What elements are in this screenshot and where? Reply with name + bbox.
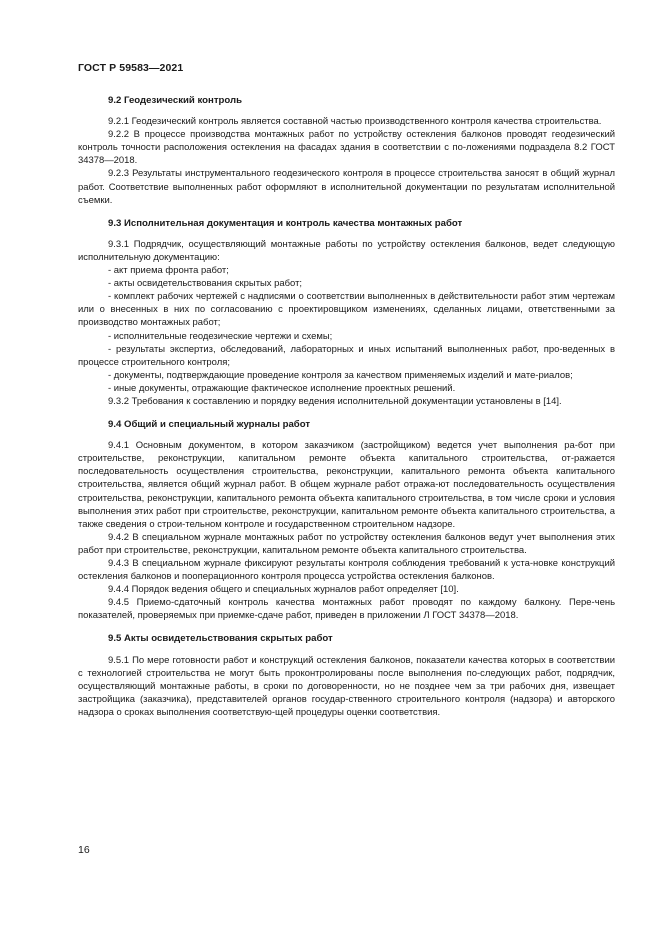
section-heading: 9.3 Исполнительная документация и контроль качества монтажных работ [108, 217, 463, 229]
paragraph: 9.2.2 В процессе производства монтажных работ по устройству остекления балконов проводят геодезический контроль точности расположения остекления на фасадах здания в соответствии с по-ложениями подраздела 8.2 ГОСТ 34378—2018. [78, 129, 615, 167]
list-item: - акт приема фронта работ; [108, 265, 229, 277]
document-header: ГОСТ Р 59583—2021 [78, 62, 184, 74]
paragraph: 9.2.3 Результаты инструментального геодезического контроля в процессе строительства заносят в общий журнал работ. Соответствие выполненных работ оформляют в исполнительной документации по результатам исполнительной съемки. [78, 168, 615, 206]
paragraph: 9.3.2 Требования к составлению и порядку ведения исполнительной документации установлены в [14]. [108, 395, 562, 407]
section-heading: 9.2 Геодезический контроль [108, 95, 242, 106]
list-item: - акты освидетельствования скрытых работ; [108, 278, 303, 290]
section-9-2 [78, 94, 615, 207]
section-9-3 [78, 217, 615, 408]
paragraph: 9.5.1 По мере готовности работ и конструкций остекления балконов, показатели качества которых в соответствии с технологией строительства не могут быть проконтролированы после выполнения по-следующих работ, подрядчик, осуществляющий монтажные работы, в сроки по договоренности, но не позднее чем за три рабочих дня, извещает застройщика (заказчика), представителей органов государ-ственного строительного контроля (надзора) и авторского надзора о сроках выполнения соответствую-щей процедуры оценки соответствия. [78, 654, 615, 718]
section-heading: 9.4 Общий и специальный журналы работ [108, 419, 311, 431]
paragraph: 9.4.5 Приемо-сдаточный контроль качества монтажных работ проводят по каждому балкону. Пере-чень показателей, проверяемых при приемке-сдаче работ, приведен в приложении Л ГОСТ 34378—2018. [78, 597, 615, 622]
document-body [78, 94, 615, 719]
paragraph: 9.4.4 Порядок ведения общего и специальных журналов работ определяет [10]. [108, 584, 459, 596]
paragraph: 9.4.3 В специальном журнале фиксируют результаты контроля соблюдения требований к уста-новке конструкций остекления балконов и пооперационного контроля процесса устройства остекления балконов. [78, 558, 615, 583]
paragraph: 9.2.1 Геодезический контроль является составной частью производственного контроля качества строительства. [108, 116, 602, 128]
list-item: - документы, подтверждающие проведение контроля за качеством применяемых изделий и мате-риалов; [108, 369, 573, 381]
page-number: 16 [78, 844, 90, 856]
section-9-4 [78, 418, 615, 622]
list-item: - исполнительные геодезические чертежи и схемы; [108, 330, 333, 342]
list-item: - комплект рабочих чертежей с надписями о соответствии выполненных в действительности работ этим чертежам или о внесенных в них по согласованию с проектировщиком изменениях, сделанных лицами, ответственными за производство монтажных работ; [78, 291, 615, 329]
section-heading: 9.5 Акты освидетельствования скрытых работ [108, 633, 333, 645]
section-9-5 [78, 632, 615, 719]
list-item: - иные документы, отражающие фактическое исполнение проектных решений. [108, 382, 456, 394]
paragraph: 9.3.1 Подрядчик, осуществляющий монтажные работы по устройству остекления балконов, ведет следующую исполнительную документацию: [78, 238, 615, 263]
list-item: - результаты экспертиз, обследований, лабораторных и иных испытаний выполненных работ, про-веденных в процессе строительного контроля; [78, 343, 615, 368]
paragraph: 9.4.2 В специальном журнале монтажных работ по устройству остекления балконов ведут учет выполнения этих работ при строительстве, реконструкции, капитальном ремонте объекта капитального строительства. [78, 531, 615, 556]
paragraph: 9.4.1 Основным документом, в котором заказчиком (застройщиком) ведется учет выполнения ра-бот при строительстве, реконструкции, капитальном ремонте объекта капитального строительства, от-ражается последовательность осуществления строительства, реконструкции, капитального ремонта объекта капитального строительства, является общий журнал работ. В общем журнале работ отража-ют последовательность осуществления строительства, реконструкции, капитального ремонта объекта капитального строительства, в том числе сроки и условия выполнения этих работ при строительстве, реконструкции, капитальном ремонте объекта капитального строительства, а также сведения о строи-тельном контроле и государственном строительном надзоре. [78, 440, 615, 530]
